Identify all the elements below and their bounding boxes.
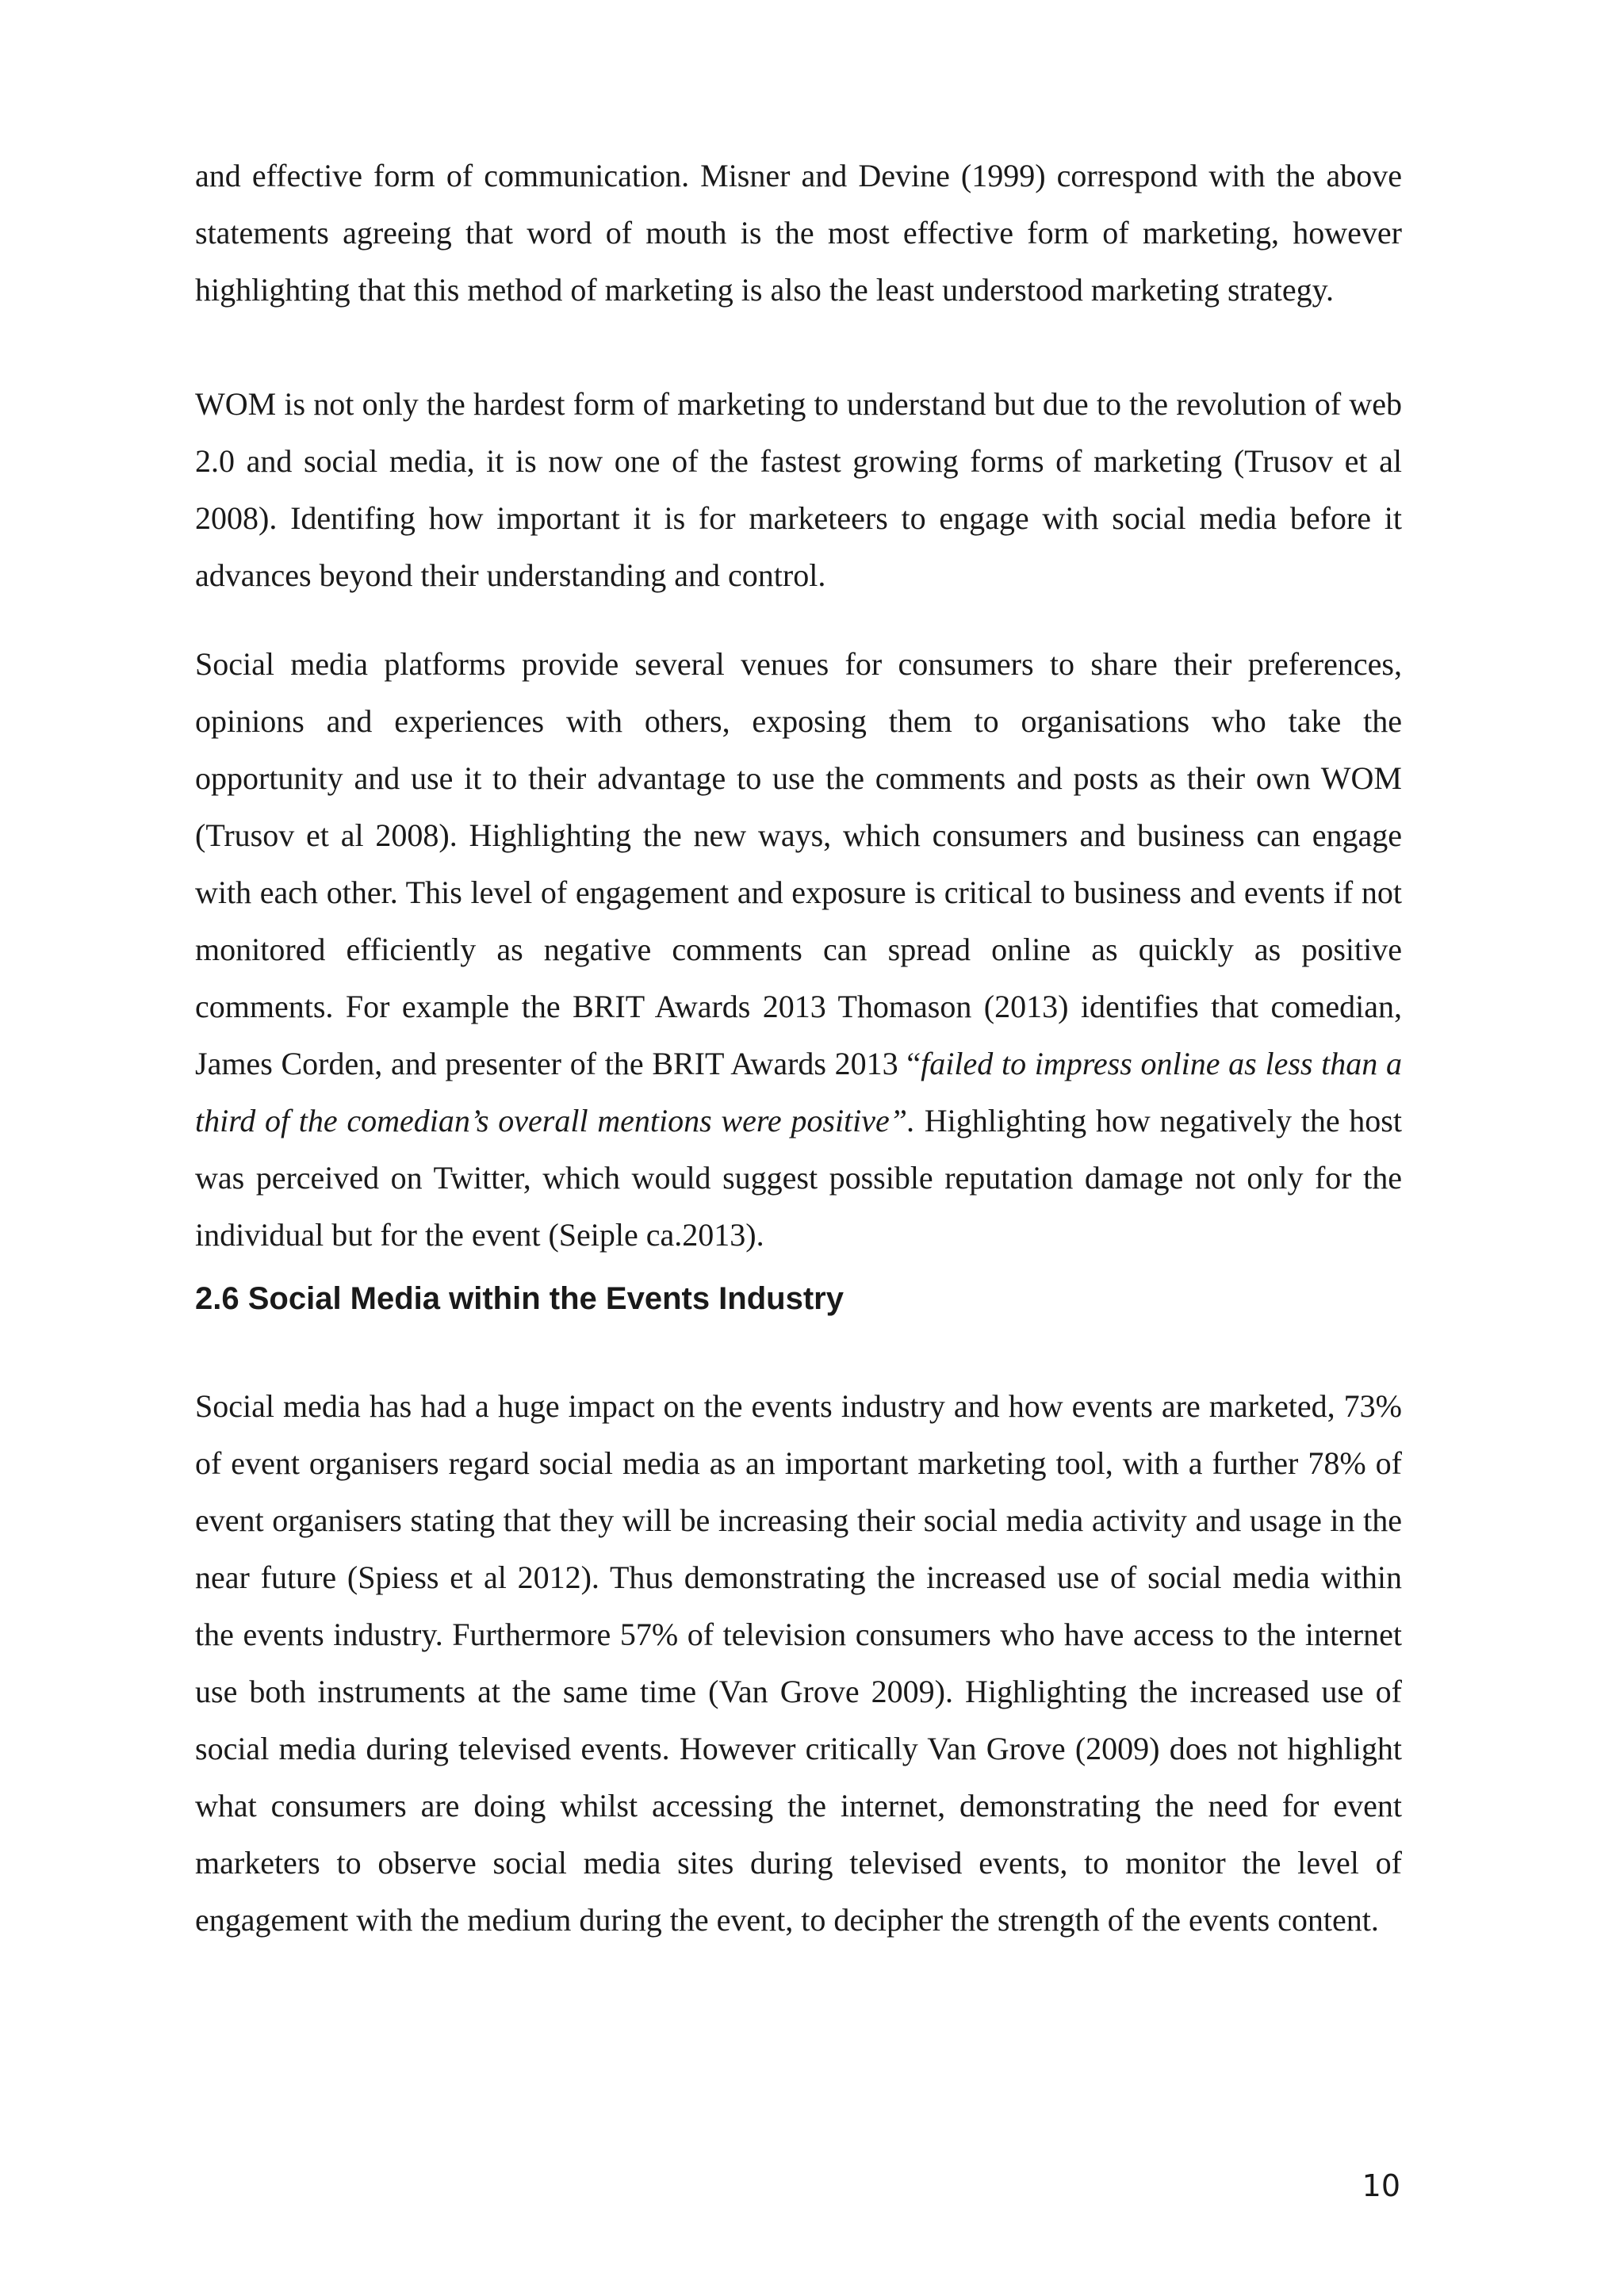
paragraph-3-text-end: Highlighting how negatively the host was perceived on Twitter, which would suggest possible reputation damage not only for the individual but for the event (Seiple ca.2013). — [195, 1103, 1402, 1253]
paragraph-3-text: Social media platforms provide several venues for consumers to share their preferences, opinions and experiences with others, exposing them to organisations who take the opportunity and use it to their advantage to use the comments and posts as their own WOM (Trusov et al 2008). Highlighting the new ways, which consumers and business can engage with each other. This level of engagement and exposure is critical to business and events if not monitored efficiently as negative comments can spread online as quickly as positive comments. For example the BRIT Awards 2013 Thomason (2013) identifies that comedian, James Corden, and presenter of the BRIT Awards 2013 “ — [195, 646, 1402, 1081]
page-number: 10 — [1362, 2168, 1400, 2203]
section-heading: 2.6 Social Media within the Events Industry — [195, 1281, 844, 1316]
inline-quote: failed to impress online as less than a third of the comedian’s overall mentions were positive”. — [195, 1046, 1402, 1138]
paragraph-2: WOM is not only the hardest form of marketing to understand but due to the revolution of web 2.0 and social media, it is now one of the fastest growing forms of marketing (Trusov et al 2008). Identifing how important it is for marketeers to engage with social media before it advances beyond their understanding and control. — [195, 386, 1402, 593]
document-page — [195, 147, 1402, 1949]
paragraph-spacer — [195, 319, 1402, 376]
paragraph-3 — [195, 636, 1402, 1264]
paragraph-spacer — [195, 604, 1402, 636]
paragraph-1: and effective form of communication. Misner and Devine (1999) correspond with the above statements agreeing that word of mouth is the most effective form of marketing, however highlighting that this method of marketing is also the least understood marketing strategy. — [195, 158, 1402, 308]
heading-spacer — [195, 1321, 1402, 1378]
paragraph-4: Social media has had a huge impact on the events industry and how events are marketed, 73% of event organisers regard social media as an important marketing tool, with a further 78% of event organisers stating that they will be increasing their social media activity and usage in the near future (Spiess et al 2012). Thus demonstrating the increased use of social media within the events industry. Furthermore 57% of television consumers who have access to the internet use both instruments at the same time (Van Grove 2009). Highlighting the increased use of social media during televised events. However critically Van Grove (2009) does not highlight what consumers are doing whilst accessing the internet, demonstrating the need for event marketers to observe social media sites during televised events, to monitor the level of engagement with the medium during the event, to decipher the strength of the events content. — [195, 1388, 1402, 1938]
